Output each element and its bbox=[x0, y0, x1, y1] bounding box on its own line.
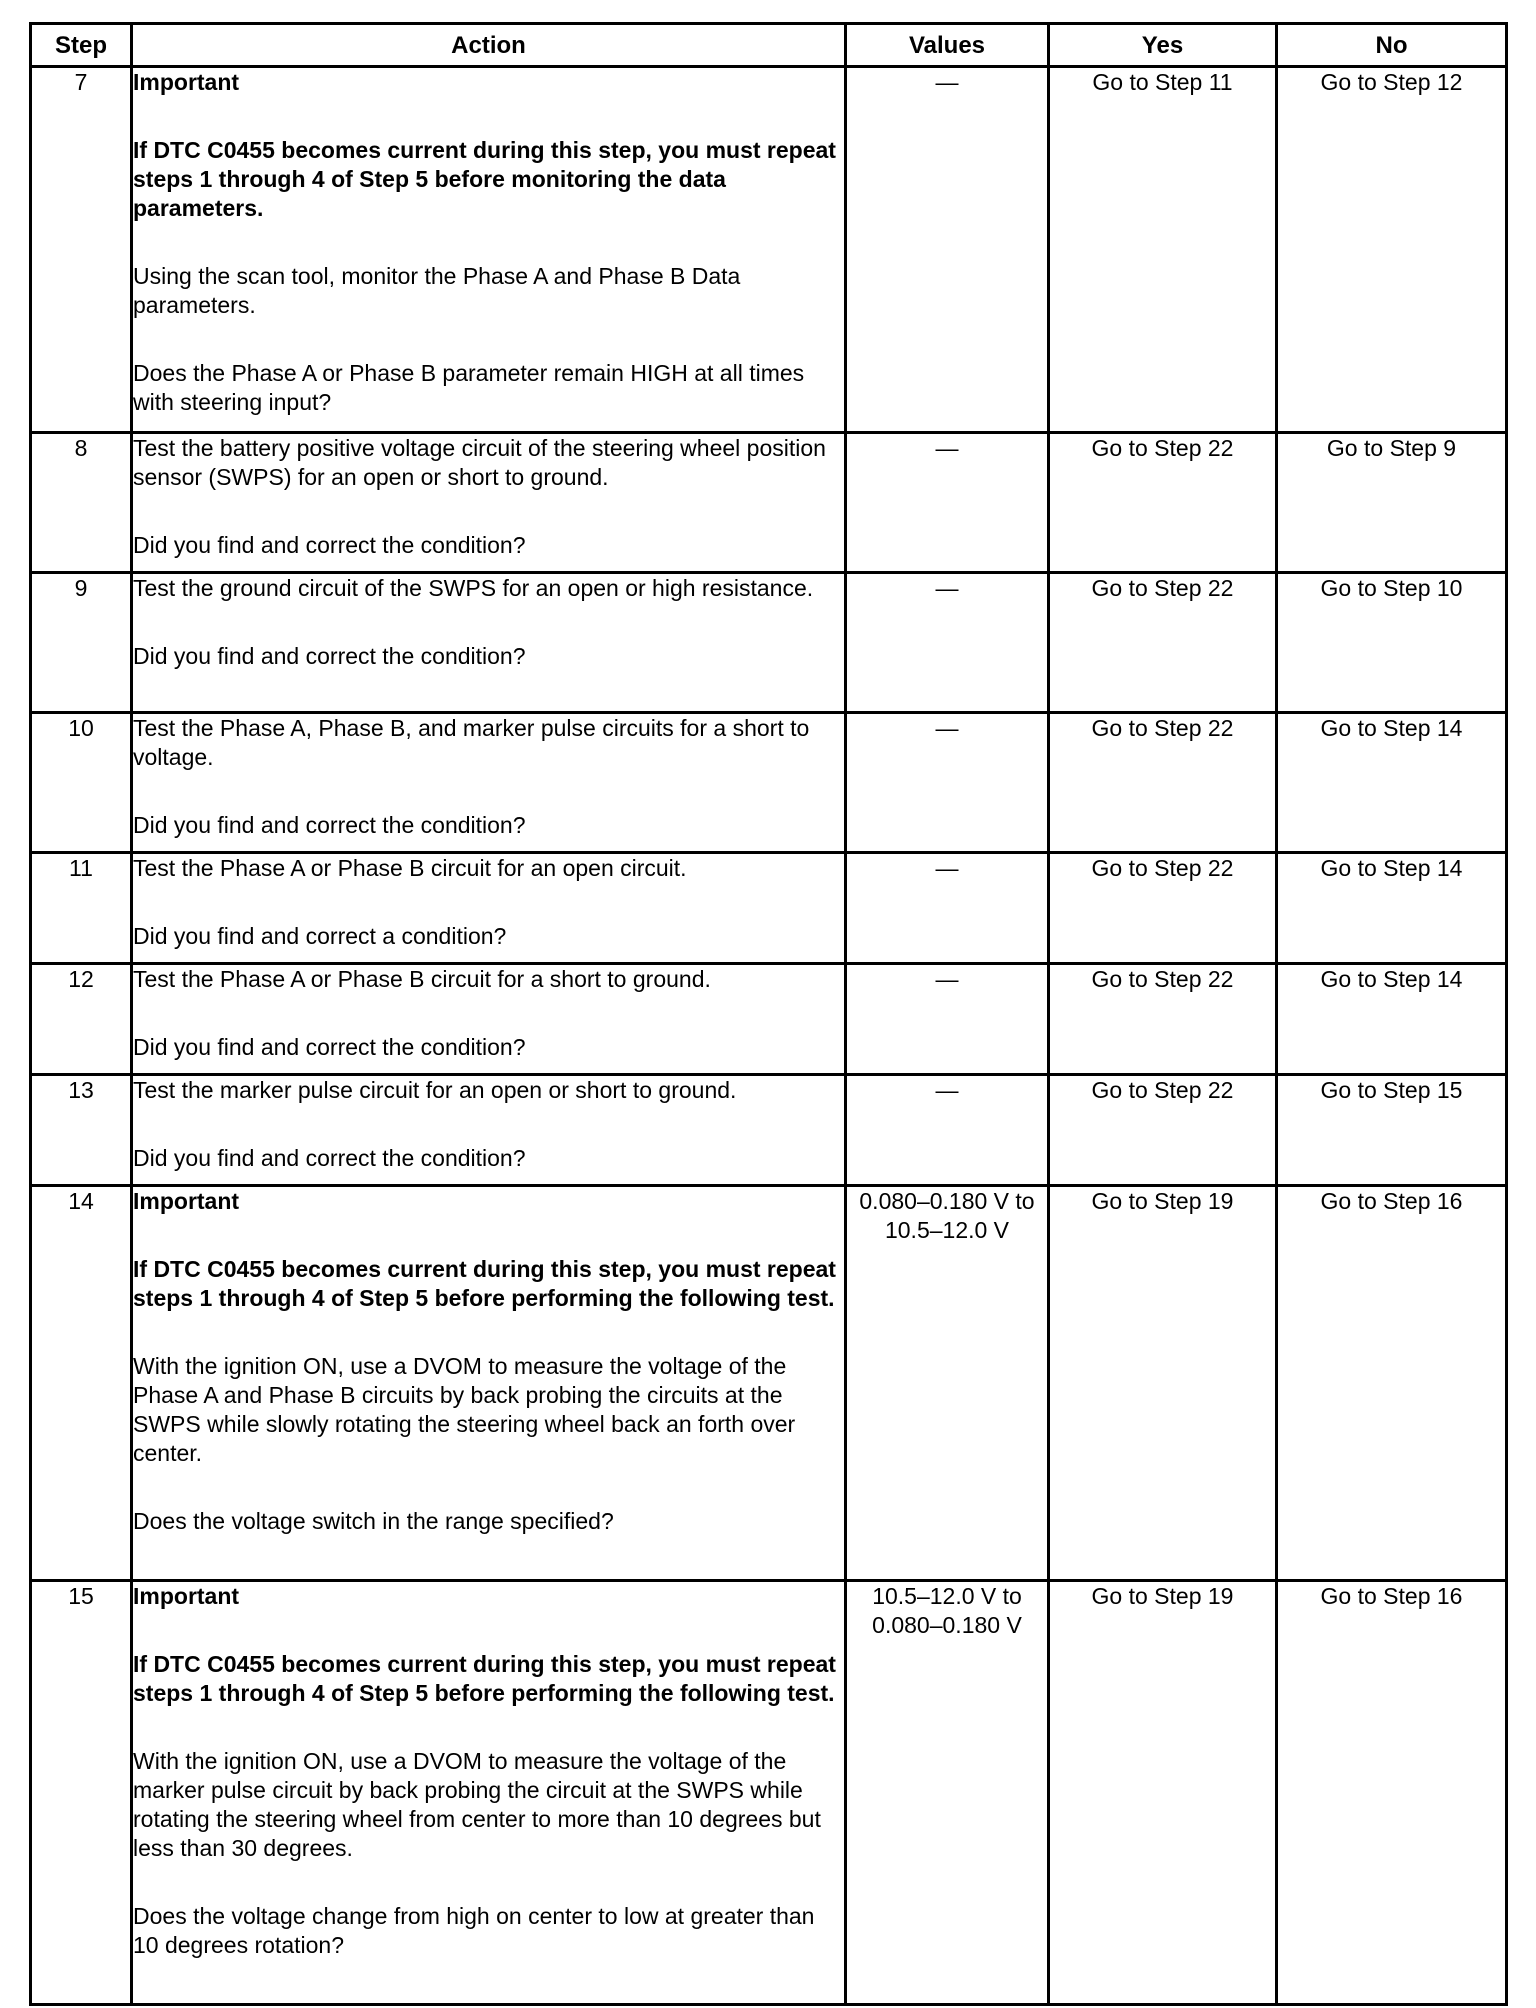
no-link[interactable]: Go to Step 14 bbox=[1277, 964, 1507, 1075]
step-number: 10 bbox=[31, 713, 132, 853]
question-text: Does the voltage switch in the range specified? bbox=[133, 1508, 614, 1534]
warning-text: If DTC C0455 becomes current during this step, you must repeat steps 1 through 4 of Step 5 before monitoring the data parameters. bbox=[133, 137, 836, 221]
no-link[interactable]: Go to Step 14 bbox=[1277, 853, 1507, 964]
step-number: 8 bbox=[31, 433, 132, 573]
instruction-text: Test the Phase A or Phase B circuit for a short to ground. bbox=[133, 966, 711, 992]
no-link[interactable]: Go to Step 16 bbox=[1277, 1581, 1507, 2005]
step-number: 9 bbox=[31, 573, 132, 713]
question-text: Did you find and correct the condition? bbox=[133, 812, 526, 838]
step-number: 12 bbox=[31, 964, 132, 1075]
action-cell bbox=[132, 1075, 846, 1186]
header-step: Step bbox=[31, 24, 132, 67]
yes-link[interactable]: Go to Step 22 bbox=[1049, 964, 1277, 1075]
values-cell: — bbox=[846, 573, 1049, 713]
instruction-text: Test the ground circuit of the SWPS for an open or high resistance. bbox=[133, 575, 814, 601]
action-cell bbox=[132, 433, 846, 573]
header-yes: Yes bbox=[1049, 24, 1277, 67]
question-text: Did you find and correct a condition? bbox=[133, 923, 507, 949]
instruction-text: Test the Phase A, Phase B, and marker pulse circuits for a short to voltage. bbox=[133, 715, 810, 770]
question-text: Did you find and correct the condition? bbox=[133, 532, 526, 558]
values-cell: — bbox=[846, 853, 1049, 964]
values-cell: — bbox=[846, 964, 1049, 1075]
step-number: 14 bbox=[31, 1186, 132, 1581]
question-text: Does the Phase A or Phase B parameter remain HIGH at all times with steering input? bbox=[133, 360, 805, 415]
table-row-step-7 bbox=[31, 67, 1507, 433]
instruction-text: Test the marker pulse circuit for an open or short to ground. bbox=[133, 1077, 737, 1103]
action-cell bbox=[132, 1581, 846, 2005]
yes-link[interactable]: Go to Step 22 bbox=[1049, 1075, 1277, 1186]
values-cell: — bbox=[846, 67, 1049, 433]
question-text: Did you find and correct the condition? bbox=[133, 1034, 526, 1060]
no-link[interactable]: Go to Step 10 bbox=[1277, 573, 1507, 713]
warning-text: If DTC C0455 becomes current during this step, you must repeat steps 1 through 4 of Step 5 before performing the following test. bbox=[133, 1256, 836, 1311]
values-cell: 0.080–0.180 V to 10.5–12.0 V bbox=[846, 1186, 1049, 1581]
warning-text: If DTC C0455 becomes current during this step, you must repeat steps 1 through 4 of Step 5 before performing the following test. bbox=[133, 1651, 836, 1706]
instruction-text: Test the battery positive voltage circuit of the steering wheel position sensor (SWPS) for an open or short to ground. bbox=[133, 435, 826, 490]
values-cell: 10.5–12.0 V to 0.080–0.180 V bbox=[846, 1581, 1049, 2005]
important-label: Important bbox=[133, 1583, 240, 1609]
step-number: 15 bbox=[31, 1581, 132, 2005]
header-action: Action bbox=[132, 24, 846, 67]
action-cell bbox=[132, 964, 846, 1075]
yes-link[interactable]: Go to Step 19 bbox=[1049, 1186, 1277, 1581]
action-cell bbox=[132, 853, 846, 964]
important-label: Important bbox=[133, 1188, 240, 1214]
step-number: 11 bbox=[31, 853, 132, 964]
question-text: Does the voltage change from high on center to low at greater than 10 degrees rotation? bbox=[133, 1903, 815, 1958]
action-cell bbox=[132, 67, 846, 433]
yes-link[interactable]: Go to Step 22 bbox=[1049, 853, 1277, 964]
instruction-text: Test the Phase A or Phase B circuit for an open circuit. bbox=[133, 855, 687, 881]
values-cell: — bbox=[846, 1075, 1049, 1186]
header-row bbox=[31, 24, 1507, 67]
no-link[interactable]: Go to Step 9 bbox=[1277, 433, 1507, 573]
table-row-step-14 bbox=[31, 1186, 1507, 1581]
no-link[interactable]: Go to Step 15 bbox=[1277, 1075, 1507, 1186]
important-label: Important bbox=[133, 69, 240, 95]
diagnostic-table-page bbox=[29, 22, 1505, 2006]
values-cell: — bbox=[846, 713, 1049, 853]
question-text: Did you find and correct the condition? bbox=[133, 643, 526, 669]
action-cell bbox=[132, 1186, 846, 1581]
no-link[interactable]: Go to Step 14 bbox=[1277, 713, 1507, 853]
yes-link[interactable]: Go to Step 11 bbox=[1049, 67, 1277, 433]
table-row-step-10 bbox=[31, 713, 1507, 853]
yes-link[interactable]: Go to Step 22 bbox=[1049, 433, 1277, 573]
yes-link[interactable]: Go to Step 19 bbox=[1049, 1581, 1277, 2005]
action-cell bbox=[132, 713, 846, 853]
instruction-text: With the ignition ON, use a DVOM to measure the voltage of the Phase A and Phase B circuits by back probing the circuits at the SWPS while slowly rotating the steering wheel back an forth over center. bbox=[133, 1353, 796, 1466]
table-row-step-8 bbox=[31, 433, 1507, 573]
yes-link[interactable]: Go to Step 22 bbox=[1049, 713, 1277, 853]
header-values: Values bbox=[846, 24, 1049, 67]
instruction-text: With the ignition ON, use a DVOM to measure the voltage of the marker pulse circuit by back probing the circuit at the SWPS while rotating the steering wheel from center to more than 10 degrees but less than 30 degrees. bbox=[133, 1748, 821, 1861]
step-number: 7 bbox=[31, 67, 132, 433]
table-row-step-15 bbox=[31, 1581, 1507, 2005]
table-row-step-11 bbox=[31, 853, 1507, 964]
diagnostic-table bbox=[29, 22, 1508, 2006]
no-link[interactable]: Go to Step 16 bbox=[1277, 1186, 1507, 1581]
no-link[interactable]: Go to Step 12 bbox=[1277, 67, 1507, 433]
table-row-step-13 bbox=[31, 1075, 1507, 1186]
instruction-text: Using the scan tool, monitor the Phase A and Phase B Data parameters. bbox=[133, 263, 741, 318]
action-cell bbox=[132, 573, 846, 713]
yes-link[interactable]: Go to Step 22 bbox=[1049, 573, 1277, 713]
step-number: 13 bbox=[31, 1075, 132, 1186]
question-text: Did you find and correct the condition? bbox=[133, 1145, 526, 1171]
values-cell: — bbox=[846, 433, 1049, 573]
table-row-step-12 bbox=[31, 964, 1507, 1075]
table-row-step-9 bbox=[31, 573, 1507, 713]
header-no: No bbox=[1277, 24, 1507, 67]
